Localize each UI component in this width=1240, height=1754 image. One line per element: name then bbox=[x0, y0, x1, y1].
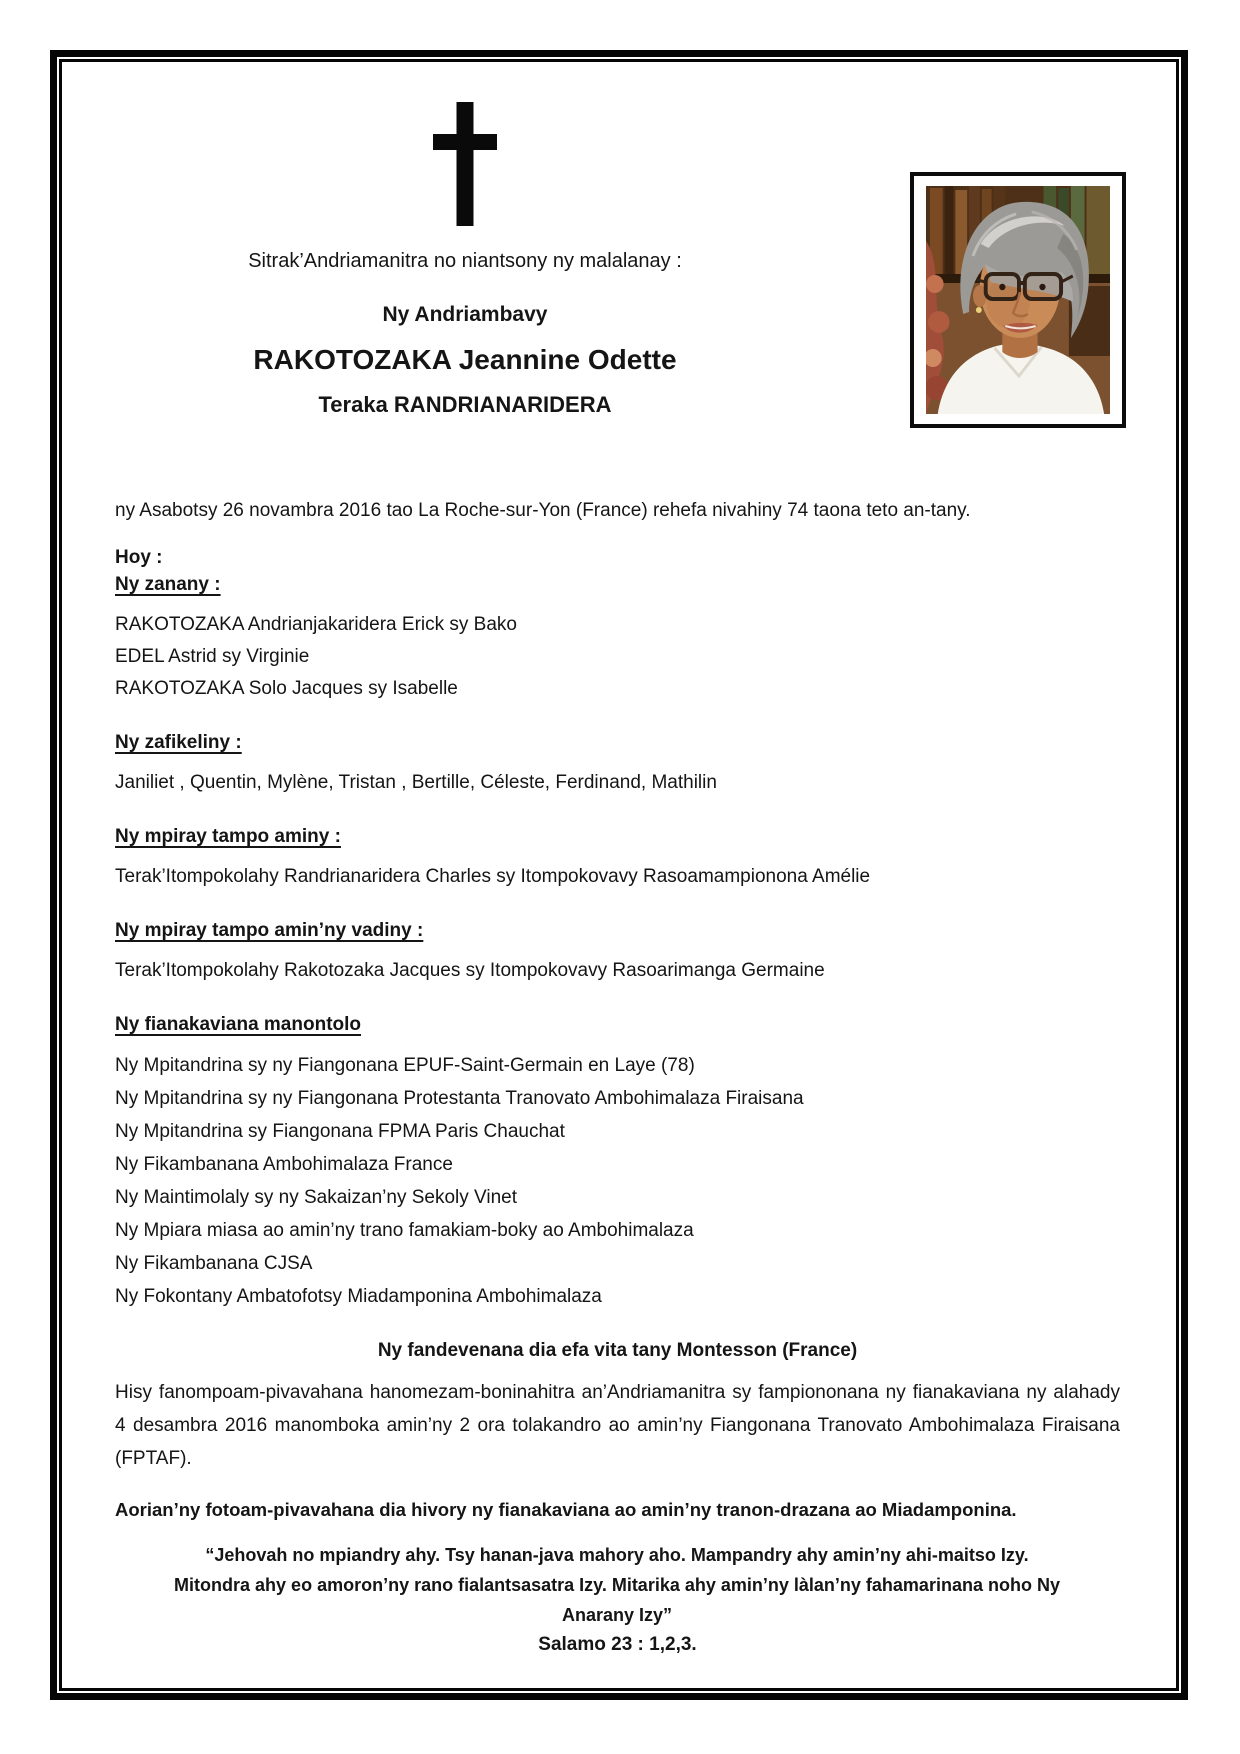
section-line: Ny Fikambanana Ambohimalaza France bbox=[115, 1154, 453, 1175]
section-whole-family bbox=[115, 1014, 1120, 1313]
honorific-title: Ny Andriambavy bbox=[382, 303, 548, 326]
section-grandchildren bbox=[115, 732, 1120, 799]
section-line: Terak’Itompokolahy Randrianaridera Charles sy Itompokovavy Rasoamampionona Amélie bbox=[115, 866, 871, 887]
deceased-name: RAKOTOZAKA Jeannine Odette bbox=[253, 344, 677, 375]
section-line: Ny Maintimolaly sy ny Sakaizan’ny Sekoly Vinet bbox=[115, 1187, 517, 1208]
service-info: Hisy fanompoam-pivavahana hanomezam-boninahitra an’Andriamanitra sy fampiononana ny fianakaviana ny alahady 4 desambra 2016 manomboka amin’ny 2 ora tolakandro ao amin’ny Fiangonana Tranovato Ambohimalaza Firaisana (FPTAF). bbox=[115, 1382, 1120, 1469]
cross-icon bbox=[433, 102, 497, 226]
verse-reference: Salamo 23 : 1,2,3. bbox=[538, 1634, 697, 1655]
section-heading: Ny zafikeliny : bbox=[115, 732, 242, 753]
header-block bbox=[115, 102, 815, 418]
section-line: Ny Mpitandrina sy Fiangonana FPMA Paris Chauchat bbox=[115, 1121, 565, 1142]
verse-text bbox=[102, 1540, 1132, 1630]
section-line: Ny Fikambanana CJSA bbox=[115, 1253, 313, 1274]
section-heading: Ny zanany : bbox=[115, 574, 221, 595]
section-line: RAKOTOZAKA Solo Jacques sy Isabelle bbox=[115, 678, 458, 699]
section-spouse-siblings bbox=[115, 920, 1120, 987]
section-line: Ny Mpitandrina sy ny Fiangonana Protestanta Tranovato Ambohimalaza Firaisana bbox=[115, 1088, 804, 1109]
maiden-name: Teraka RANDRIANARIDERA bbox=[318, 392, 612, 417]
section-line: RAKOTOZAKA Andrianjakaridera Erick sy Bako bbox=[115, 614, 517, 635]
verse-line: Mitondra ahy eo amoron’ny rano fialantsasatra Izy. Mitarika ahy amin’ny làlan’ny fahamarinana noho Ny bbox=[174, 1575, 1060, 1595]
section-line: EDEL Astrid sy Virginie bbox=[115, 646, 310, 667]
section-children bbox=[115, 574, 1120, 705]
burial-note: Ny fandevenana dia efa vita tany Montesson (France) bbox=[377, 1340, 858, 1361]
gathering-note: Aorian’ny fotoam-pivavahana dia hivory ny fianakaviana ao amin’ny tranon-drazana ao Miadamponina. bbox=[115, 1499, 1017, 1520]
section-heading: Ny mpiray tampo amin’ny vadiny : bbox=[115, 920, 424, 941]
section-heading: Ny mpiray tampo aminy : bbox=[115, 826, 341, 847]
section-line: Terak’Itompokolahy Rakotozaka Jacques sy Itompokovavy Rasoarimanga Germaine bbox=[115, 960, 825, 981]
intro-text: Sitrak’Andriamanitra no niantsony ny malalanay : bbox=[248, 250, 682, 272]
section-line: Ny Fokontany Ambatofotsy Miadamponina Ambohimalaza bbox=[115, 1286, 602, 1307]
verse-line: Anarany Izy” bbox=[561, 1605, 673, 1625]
section-heading: Ny fianakaviana manontolo bbox=[115, 1014, 362, 1035]
section-line: Ny Mpiara miasa ao amin’ny trano famakiam-boky ao Ambohimalaza bbox=[115, 1220, 694, 1241]
death-notice: ny Asabotsy 26 novambra 2016 tao La Roche-sur-Yon (France) rehefa nivahiny 74 taona teto an-tany. bbox=[115, 500, 971, 521]
hoy-label: Hoy : bbox=[115, 547, 163, 568]
document-content bbox=[115, 50, 1120, 1660]
verse-line: “Jehovah no mpiandry ahy. Tsy hanan-java mahory aho. Mampandry ahy amin’ny ahi-maitso Izy. bbox=[205, 1545, 1029, 1565]
section-line: Ny Mpitandrina sy ny Fiangonana EPUF-Saint-Germain en Laye (78) bbox=[115, 1055, 695, 1076]
section-line: Janiliet , Quentin, Mylène, Tristan , Bertille, Céleste, Ferdinand, Mathilin bbox=[115, 772, 717, 793]
section-siblings bbox=[115, 826, 1120, 893]
